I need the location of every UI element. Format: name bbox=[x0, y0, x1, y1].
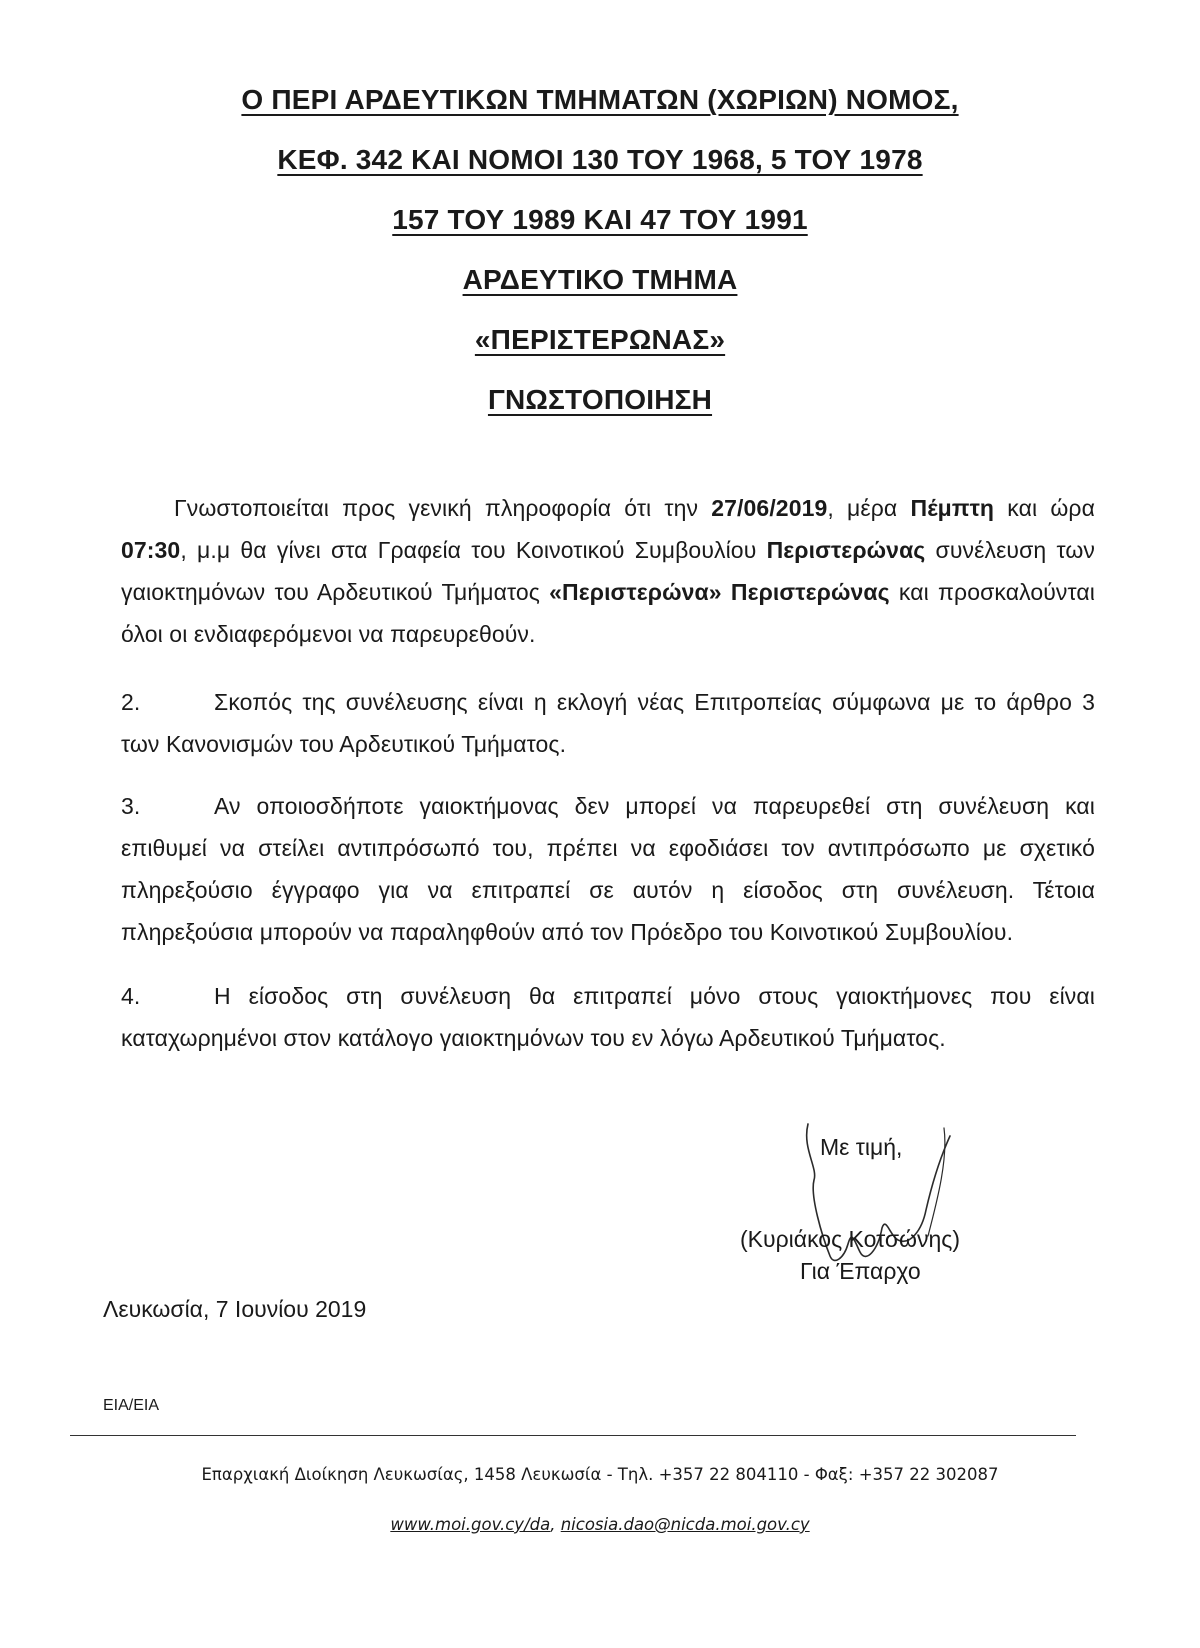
reference-code: ΕΙΑ/ΕΙΑ bbox=[103, 1397, 160, 1414]
footer-divider bbox=[70, 1435, 1076, 1436]
paragraph-announcement bbox=[121, 487, 1095, 655]
paragraph-proxy bbox=[121, 785, 1095, 953]
paragraph-text: Αν οποιοσδήποτε γαιοκτήμονας δεν μπορεί να παρευρεθεί στη συνέλευση και επιθυμεί να στείλει αντιπρόσωπό του, πρέπει να εφοδιάσει τον αντιπρόσωπο με σχετικό πληρεξούσιο έγγραφο για να επιτραπεί σε αυτόν η είσοδος στη συνέλευση. Τέτοια πληρεξούσια μπορούν να παραληφθούν από τον Πρόεδρο του Κοινοτικού Συμβουλίου. bbox=[121, 793, 1095, 945]
paragraph-number: 4. bbox=[121, 983, 141, 1009]
meeting-time: 07:30 bbox=[121, 537, 181, 563]
paragraph-admission bbox=[121, 975, 1095, 1059]
announcement-text: Γνωστοποιείται προς γενική πληροφορία ότι την bbox=[174, 495, 712, 521]
meeting-day: Πέμπτη bbox=[910, 495, 995, 521]
website-link[interactable]: www.moi.gov.cy/da bbox=[390, 1515, 551, 1534]
heading-line-notice: ΓΝΩΣΤΟΠΟΙΗΣΗ bbox=[487, 384, 713, 415]
announcement-text: και προσκαλούνται όλοι οι ενδιαφερόμενοι να παρευρεθούν. bbox=[121, 579, 1095, 647]
heading-line-laws: 157 ΤΟΥ 1989 ΚΑΙ 47 ΤΟΥ 1991 bbox=[392, 204, 808, 235]
heading-line-law: Ο ΠΕΡΙ ΑΡΔΕΥΤΙΚΩΝ ΤΜΗΜΑΤΩΝ (ΧΩΡΙΩΝ) ΝΟΜΟΣ, bbox=[241, 84, 959, 115]
irrigation-section-name: «Περιστερώνα» Περιστερώνας bbox=[549, 579, 890, 605]
footer-contact-links bbox=[0, 1515, 1200, 1534]
signatory-name: (Κυριάκος Κοτσώνης) bbox=[740, 1226, 961, 1252]
closing-greeting: Με τιμή, bbox=[820, 1134, 903, 1160]
link-separator: , bbox=[550, 1515, 561, 1534]
paragraph-text: Η είσοδος στη συνέλευση θα επιτραπεί μόνο στους γαιοκτήμονες που είναι καταχωρημένοι στον κατάλογο γαιοκτημόνων του εν λόγω Αρδευτικού Τμήματος. bbox=[121, 983, 1095, 1051]
document-heading bbox=[0, 78, 1200, 438]
announcement-text: και ώρα bbox=[994, 495, 1095, 521]
heading-line-section: ΑΡΔΕΥΤΙΚΟ ΤΜΗΜΑ bbox=[462, 264, 738, 295]
heading-line-chapter: ΚΕΦ. 342 ΚΑΙ ΝΟΜΟΙ 130 ΤΟΥ 1968, 5 ΤΟΥ 1978 bbox=[277, 144, 923, 175]
announcement-text: , μέρα bbox=[827, 495, 911, 521]
paragraph-number: 3. bbox=[121, 793, 141, 819]
paragraph-text: Σκοπός της συνέλευσης είναι η εκλογή νέας Επιτροπείας σύμφωνα με το άρθρο 3 των Κανονισμών του Αρδευτικού Τμήματος. bbox=[121, 689, 1095, 757]
announcement-text: , μ.μ θα γίνει στα Γραφεία του Κοινοτικού Συμβουλίου bbox=[180, 537, 767, 563]
footer-address: Επαρχιακή Διοίκηση Λευκωσίας, 1458 Λευκωσία - Τηλ. +357 22 804110 - Φαξ: +357 22 302087 bbox=[201, 1465, 999, 1484]
email-link[interactable]: nicosia.dao@nicda.moi.gov.cy bbox=[560, 1515, 810, 1534]
heading-line-village: «ΠΕΡΙΣΤΕΡΩΝΑΣ» bbox=[474, 324, 726, 355]
place-and-date: Λευκωσία, 7 Ιουνίου 2019 bbox=[103, 1296, 367, 1322]
meeting-date: 27/06/2019 bbox=[711, 495, 828, 521]
paragraph-purpose bbox=[121, 681, 1095, 765]
meeting-village: Περιστερώνας bbox=[766, 537, 926, 563]
paragraph-number: 2. bbox=[121, 689, 141, 715]
signatory-role: Για Έπαρχο bbox=[800, 1258, 921, 1284]
announcement-text: συνέλευση των γαιοκτημόνων του Αρδευτικού Τμήματος bbox=[121, 537, 1096, 605]
